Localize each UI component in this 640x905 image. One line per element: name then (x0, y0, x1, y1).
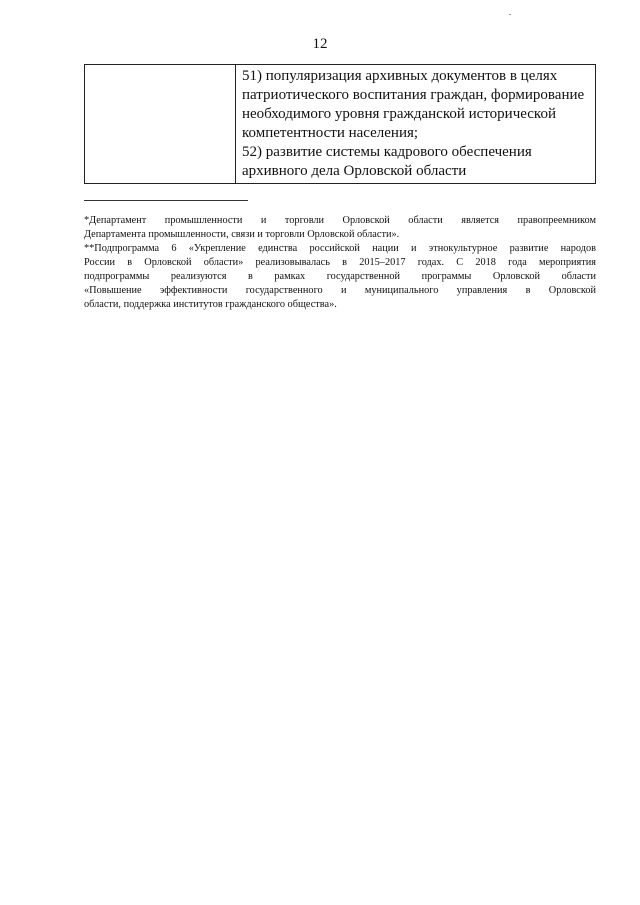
footnote-line: России в Орловской области» реализовывалась в 2015–2017 годах. С 2018 года мероприятия (84, 257, 596, 268)
cell-text-line: 52) развитие системы кадрового обеспечения (242, 144, 532, 160)
page-number: 12 (312, 36, 328, 52)
footnote-line: **Подпрограмма 6 «Укрепление единства российской нации и этнокультурное развитие народов (84, 243, 596, 254)
footnotes (84, 214, 596, 312)
footnote-1 (84, 214, 596, 242)
continuation-table (84, 64, 596, 184)
table-row (85, 65, 596, 184)
table-cell-left (85, 65, 236, 184)
cell-text-line: компетентности населения; (242, 125, 419, 141)
footnote-line: подпрограммы реализуются в рамках государственной программы Орловской области (84, 271, 596, 282)
cell-text-line: необходимого уровня гражданской исторической (242, 106, 556, 122)
scan-speck (509, 14, 511, 15)
cell-text-line: патриотического воспитания граждан, формирование (242, 87, 585, 103)
footnote-line: *Департамент промышленности и торговли Орловской области является правопреемником (84, 215, 596, 226)
footnote-line: «Повышение эффективности государственного и муниципального управления в Орловской (84, 285, 596, 296)
footnote-separator (84, 200, 248, 201)
cell-text-line: 51) популяризация архивных документов в целях (242, 68, 558, 84)
footnote-line: области, поддержка институтов гражданского общества». (84, 299, 337, 310)
footnote-line: Департамента промышленности, связи и торговли Орловской области». (84, 229, 400, 240)
cell-text-line: архивного дела Орловской области (242, 163, 467, 179)
footnote-2 (84, 242, 596, 312)
table-cell-right (236, 65, 596, 184)
